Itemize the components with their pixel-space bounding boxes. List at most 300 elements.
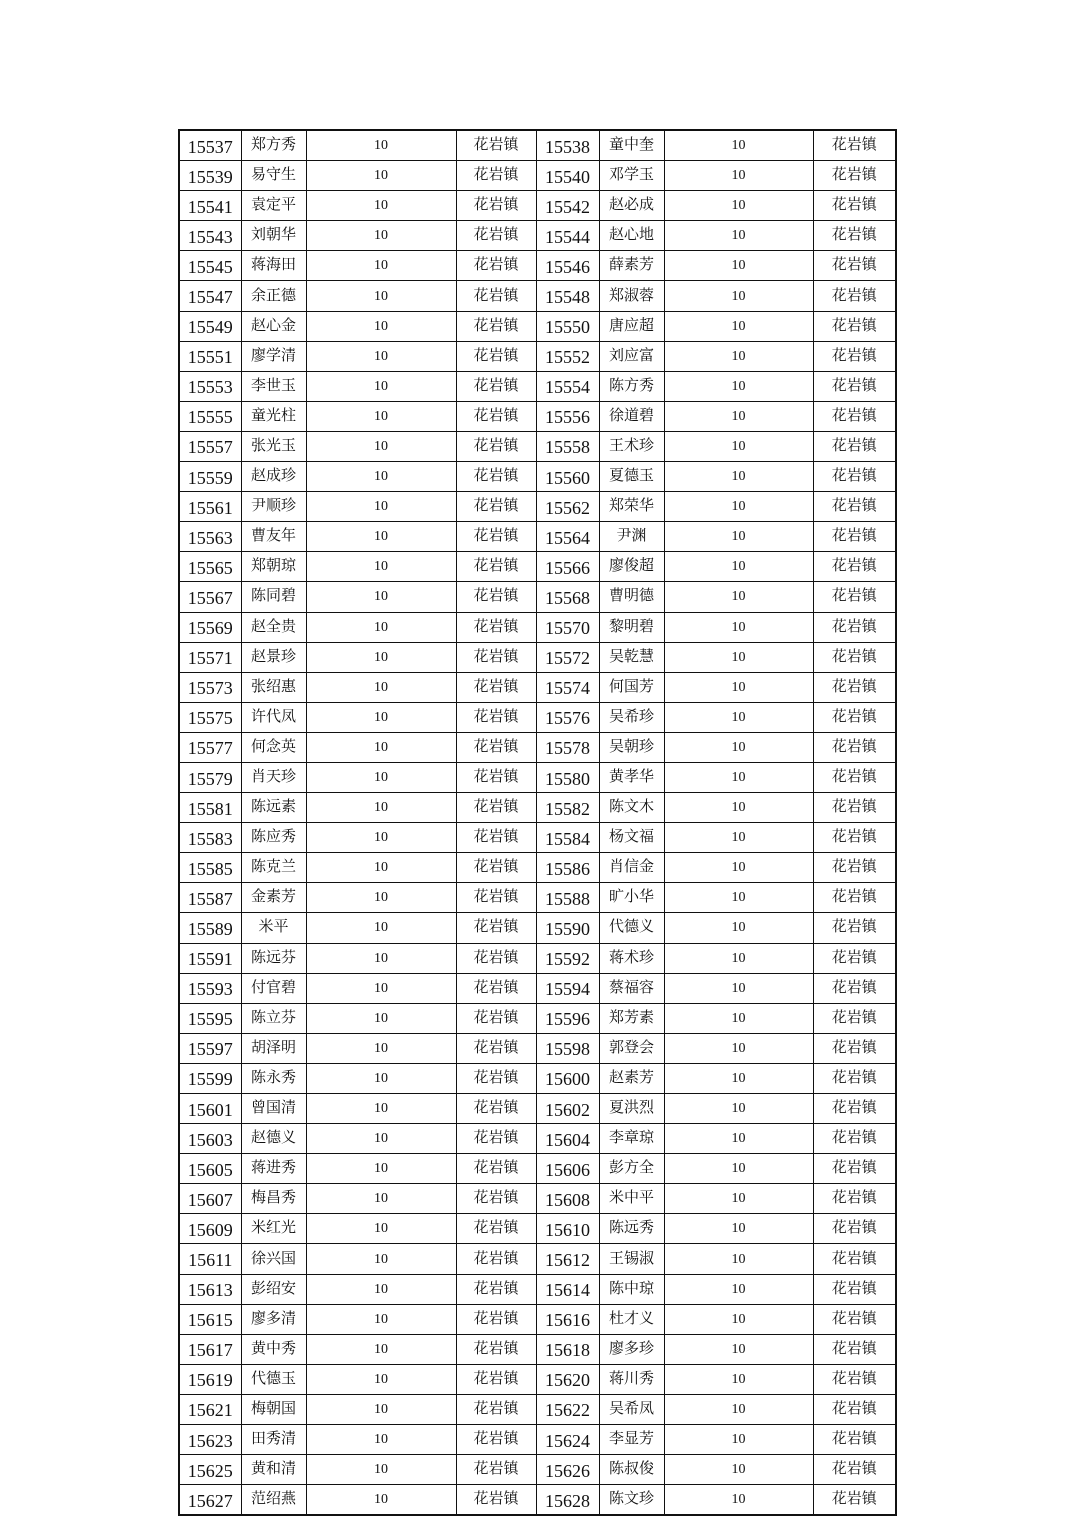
entry-name: 赵全贵 xyxy=(241,612,306,642)
entry-amount: 10 xyxy=(306,612,456,642)
entry-name: 赵成珍 xyxy=(241,462,306,492)
table-row xyxy=(179,883,896,913)
entry-town: 花岩镇 xyxy=(456,582,536,612)
entry-id: 15550 xyxy=(536,311,599,341)
entry-amount: 10 xyxy=(664,1455,813,1485)
entry-amount: 10 xyxy=(306,883,456,913)
entry-name: 吴乾慧 xyxy=(599,642,664,672)
table-row xyxy=(179,1184,896,1214)
table-row xyxy=(179,552,896,582)
entry-amount: 10 xyxy=(664,1033,813,1063)
entry-id: 15540 xyxy=(536,161,599,191)
entry-amount: 10 xyxy=(664,431,813,461)
entry-amount: 10 xyxy=(306,1334,456,1364)
entry-name: 陈立芬 xyxy=(241,1003,306,1033)
entry-town: 花岩镇 xyxy=(456,1394,536,1424)
entry-id: 15590 xyxy=(536,913,599,943)
subsidy-list-table xyxy=(178,129,897,1516)
table-row xyxy=(179,1394,896,1424)
entry-town: 花岩镇 xyxy=(813,762,896,792)
entry-town: 花岩镇 xyxy=(456,161,536,191)
entry-amount: 10 xyxy=(664,492,813,522)
entry-town: 花岩镇 xyxy=(456,1485,536,1516)
entry-amount: 10 xyxy=(306,1274,456,1304)
entry-id: 15612 xyxy=(536,1244,599,1274)
entry-id: 15552 xyxy=(536,341,599,371)
entry-id: 15628 xyxy=(536,1485,599,1516)
entry-town: 花岩镇 xyxy=(456,1184,536,1214)
entry-id: 15564 xyxy=(536,522,599,552)
entry-name: 彭绍安 xyxy=(241,1274,306,1304)
entry-amount: 10 xyxy=(664,973,813,1003)
entry-name: 易守生 xyxy=(241,161,306,191)
entry-name: 廖多清 xyxy=(241,1304,306,1334)
table-row xyxy=(179,642,896,672)
entry-town: 花岩镇 xyxy=(813,973,896,1003)
entry-town: 花岩镇 xyxy=(456,1455,536,1485)
entry-town: 花岩镇 xyxy=(813,1485,896,1516)
entry-name: 陈中琼 xyxy=(599,1274,664,1304)
table-row xyxy=(179,431,896,461)
entry-amount: 10 xyxy=(306,311,456,341)
entry-name: 李世玉 xyxy=(241,371,306,401)
entry-amount: 10 xyxy=(306,1033,456,1063)
entry-id: 15617 xyxy=(179,1334,241,1364)
entry-name: 范绍燕 xyxy=(241,1485,306,1516)
table-body xyxy=(179,130,896,1515)
entry-town: 花岩镇 xyxy=(456,883,536,913)
entry-name: 李显芳 xyxy=(599,1425,664,1455)
entry-name: 蔡福容 xyxy=(599,973,664,1003)
entry-amount: 10 xyxy=(664,762,813,792)
entry-amount: 10 xyxy=(306,161,456,191)
entry-name: 黄孝华 xyxy=(599,762,664,792)
entry-amount: 10 xyxy=(306,1124,456,1154)
entry-name: 蒋海田 xyxy=(241,251,306,281)
entry-town: 花岩镇 xyxy=(456,973,536,1003)
entry-name: 赵景珍 xyxy=(241,642,306,672)
entry-amount: 10 xyxy=(664,732,813,762)
entry-id: 15544 xyxy=(536,221,599,251)
entry-town: 花岩镇 xyxy=(456,1033,536,1063)
entry-town: 花岩镇 xyxy=(813,913,896,943)
entry-amount: 10 xyxy=(664,1124,813,1154)
entry-name: 肖信金 xyxy=(599,853,664,883)
entry-name: 陈同碧 xyxy=(241,582,306,612)
entry-id: 15566 xyxy=(536,552,599,582)
entry-town: 花岩镇 xyxy=(456,1094,536,1124)
entry-town: 花岩镇 xyxy=(813,1124,896,1154)
entry-town: 花岩镇 xyxy=(456,1063,536,1093)
entry-name: 陈应秀 xyxy=(241,823,306,853)
entry-id: 15603 xyxy=(179,1124,241,1154)
entry-town: 花岩镇 xyxy=(456,492,536,522)
entry-id: 15559 xyxy=(179,462,241,492)
entry-id: 15553 xyxy=(179,371,241,401)
entry-name: 夏洪烈 xyxy=(599,1094,664,1124)
entry-id: 15563 xyxy=(179,522,241,552)
table-row xyxy=(179,221,896,251)
entry-amount: 10 xyxy=(306,672,456,702)
entry-name: 蒋进秀 xyxy=(241,1154,306,1184)
entry-id: 15561 xyxy=(179,492,241,522)
entry-town: 花岩镇 xyxy=(813,1154,896,1184)
entry-amount: 10 xyxy=(306,371,456,401)
entry-id: 15606 xyxy=(536,1154,599,1184)
entry-id: 15584 xyxy=(536,823,599,853)
table-row xyxy=(179,1003,896,1033)
entry-amount: 10 xyxy=(664,1244,813,1274)
entry-name: 尹渊 xyxy=(599,522,664,552)
entry-amount: 10 xyxy=(664,1364,813,1394)
entry-id: 15578 xyxy=(536,732,599,762)
entry-town: 花岩镇 xyxy=(456,552,536,582)
entry-town: 花岩镇 xyxy=(456,462,536,492)
entry-amount: 10 xyxy=(664,1394,813,1424)
entry-name: 吴希凤 xyxy=(599,1394,664,1424)
entry-amount: 10 xyxy=(664,1003,813,1033)
entry-id: 15601 xyxy=(179,1094,241,1124)
entry-town: 花岩镇 xyxy=(813,1063,896,1093)
entry-amount: 10 xyxy=(664,642,813,672)
table-row xyxy=(179,191,896,221)
entry-amount: 10 xyxy=(306,1455,456,1485)
entry-town: 花岩镇 xyxy=(456,853,536,883)
entry-id: 15608 xyxy=(536,1184,599,1214)
entry-name: 薛素芳 xyxy=(599,251,664,281)
table-row xyxy=(179,1425,896,1455)
entry-name: 肖天珍 xyxy=(241,762,306,792)
table-row xyxy=(179,251,896,281)
entry-town: 花岩镇 xyxy=(456,311,536,341)
entry-town: 花岩镇 xyxy=(456,1244,536,1274)
entry-id: 15611 xyxy=(179,1244,241,1274)
entry-name: 赵素芳 xyxy=(599,1063,664,1093)
entry-name: 唐应超 xyxy=(599,311,664,341)
entry-amount: 10 xyxy=(664,311,813,341)
table-row xyxy=(179,1033,896,1063)
entry-id: 15581 xyxy=(179,793,241,823)
entry-name: 陈文珍 xyxy=(599,1485,664,1516)
entry-town: 花岩镇 xyxy=(456,191,536,221)
entry-town: 花岩镇 xyxy=(813,462,896,492)
entry-amount: 10 xyxy=(306,341,456,371)
entry-town: 花岩镇 xyxy=(813,1364,896,1394)
entry-id: 15610 xyxy=(536,1214,599,1244)
entry-name: 黄和清 xyxy=(241,1455,306,1485)
entry-id: 15589 xyxy=(179,913,241,943)
entry-amount: 10 xyxy=(306,191,456,221)
entry-id: 15598 xyxy=(536,1033,599,1063)
entry-amount: 10 xyxy=(664,853,813,883)
entry-name: 梅朝国 xyxy=(241,1394,306,1424)
entry-amount: 10 xyxy=(664,191,813,221)
entry-name: 刘朝华 xyxy=(241,221,306,251)
entry-town: 花岩镇 xyxy=(813,371,896,401)
entry-name: 赵心金 xyxy=(241,311,306,341)
entry-town: 花岩镇 xyxy=(456,431,536,461)
entry-amount: 10 xyxy=(664,161,813,191)
table-row xyxy=(179,161,896,191)
entry-id: 15574 xyxy=(536,672,599,702)
entry-name: 梅昌秀 xyxy=(241,1184,306,1214)
entry-town: 花岩镇 xyxy=(456,281,536,311)
entry-id: 15600 xyxy=(536,1063,599,1093)
entry-amount: 10 xyxy=(306,1214,456,1244)
entry-name: 代德义 xyxy=(599,913,664,943)
entry-name: 郑荣华 xyxy=(599,492,664,522)
entry-amount: 10 xyxy=(664,943,813,973)
table-row xyxy=(179,1485,896,1516)
entry-name: 旷小华 xyxy=(599,883,664,913)
entry-amount: 10 xyxy=(306,1003,456,1033)
entry-amount: 10 xyxy=(664,672,813,702)
entry-id: 15549 xyxy=(179,311,241,341)
entry-amount: 10 xyxy=(664,1334,813,1364)
table-row xyxy=(179,401,896,431)
entry-id: 15605 xyxy=(179,1154,241,1184)
entry-name: 陈叔俊 xyxy=(599,1455,664,1485)
entry-name: 王术珍 xyxy=(599,431,664,461)
entry-amount: 10 xyxy=(306,642,456,672)
entry-id: 15560 xyxy=(536,462,599,492)
table-row xyxy=(179,1244,896,1274)
entry-name: 付官碧 xyxy=(241,973,306,1003)
entry-amount: 10 xyxy=(306,702,456,732)
entry-id: 15609 xyxy=(179,1214,241,1244)
table-row xyxy=(179,973,896,1003)
entry-amount: 10 xyxy=(664,612,813,642)
entry-name: 田秀清 xyxy=(241,1425,306,1455)
entry-amount: 10 xyxy=(664,1184,813,1214)
entry-town: 花岩镇 xyxy=(813,732,896,762)
entry-id: 15545 xyxy=(179,251,241,281)
entry-town: 花岩镇 xyxy=(813,191,896,221)
entry-town: 花岩镇 xyxy=(456,823,536,853)
entry-amount: 10 xyxy=(306,1154,456,1184)
entry-id: 15558 xyxy=(536,431,599,461)
entry-id: 15586 xyxy=(536,853,599,883)
table-row xyxy=(179,522,896,552)
entry-town: 花岩镇 xyxy=(456,793,536,823)
table-row xyxy=(179,1274,896,1304)
entry-amount: 10 xyxy=(306,1485,456,1516)
entry-id: 15571 xyxy=(179,642,241,672)
entry-id: 15575 xyxy=(179,702,241,732)
entry-name: 郑淑蓉 xyxy=(599,281,664,311)
entry-town: 花岩镇 xyxy=(813,702,896,732)
entry-amount: 10 xyxy=(306,582,456,612)
entry-amount: 10 xyxy=(664,1304,813,1334)
entry-town: 花岩镇 xyxy=(456,221,536,251)
entry-amount: 10 xyxy=(664,1214,813,1244)
entry-name: 廖俊超 xyxy=(599,552,664,582)
entry-id: 15576 xyxy=(536,702,599,732)
entry-id: 15619 xyxy=(179,1364,241,1394)
entry-amount: 10 xyxy=(306,552,456,582)
entry-amount: 10 xyxy=(306,762,456,792)
entry-name: 袁定平 xyxy=(241,191,306,221)
table-row xyxy=(179,913,896,943)
entry-id: 15591 xyxy=(179,943,241,973)
entry-town: 花岩镇 xyxy=(813,522,896,552)
entry-town: 花岩镇 xyxy=(813,1033,896,1063)
entry-name: 廖学清 xyxy=(241,341,306,371)
entry-town: 花岩镇 xyxy=(813,1425,896,1455)
entry-name: 余正德 xyxy=(241,281,306,311)
table-row xyxy=(179,341,896,371)
entry-town: 花岩镇 xyxy=(456,1003,536,1033)
entry-id: 15593 xyxy=(179,973,241,1003)
entry-id: 15579 xyxy=(179,762,241,792)
entry-name: 郑朝琼 xyxy=(241,552,306,582)
table-row xyxy=(179,582,896,612)
entry-town: 花岩镇 xyxy=(813,1214,896,1244)
table-row xyxy=(179,1063,896,1093)
entry-town: 花岩镇 xyxy=(456,702,536,732)
entry-town: 花岩镇 xyxy=(456,1425,536,1455)
entry-id: 15580 xyxy=(536,762,599,792)
entry-town: 花岩镇 xyxy=(813,401,896,431)
entry-name: 邓学玉 xyxy=(599,161,664,191)
entry-amount: 10 xyxy=(306,1184,456,1214)
entry-name: 许代凤 xyxy=(241,702,306,732)
entry-name: 童中奎 xyxy=(599,130,664,161)
entry-id: 15583 xyxy=(179,823,241,853)
entry-id: 15562 xyxy=(536,492,599,522)
entry-town: 花岩镇 xyxy=(813,823,896,853)
entry-name: 赵心地 xyxy=(599,221,664,251)
entry-town: 花岩镇 xyxy=(813,1455,896,1485)
entry-name: 曾国清 xyxy=(241,1094,306,1124)
entry-id: 15623 xyxy=(179,1425,241,1455)
entry-town: 花岩镇 xyxy=(813,341,896,371)
entry-town: 花岩镇 xyxy=(813,281,896,311)
entry-amount: 10 xyxy=(664,1094,813,1124)
entry-amount: 10 xyxy=(664,130,813,161)
entry-id: 15592 xyxy=(536,943,599,973)
entry-name: 吴朝珍 xyxy=(599,732,664,762)
entry-amount: 10 xyxy=(664,913,813,943)
entry-id: 15594 xyxy=(536,973,599,1003)
entry-id: 15621 xyxy=(179,1394,241,1424)
entry-amount: 10 xyxy=(664,883,813,913)
table-row xyxy=(179,762,896,792)
entry-town: 花岩镇 xyxy=(813,221,896,251)
entry-name: 张光玉 xyxy=(241,431,306,461)
entry-id: 15556 xyxy=(536,401,599,431)
table-row xyxy=(179,853,896,883)
entry-id: 15542 xyxy=(536,191,599,221)
table-row xyxy=(179,1124,896,1154)
entry-name: 代德玉 xyxy=(241,1364,306,1394)
entry-town: 花岩镇 xyxy=(456,1124,536,1154)
entry-town: 花岩镇 xyxy=(813,672,896,702)
entry-town: 花岩镇 xyxy=(456,1364,536,1394)
entry-town: 花岩镇 xyxy=(813,1184,896,1214)
entry-town: 花岩镇 xyxy=(813,1003,896,1033)
table-row xyxy=(179,1455,896,1485)
entry-id: 15615 xyxy=(179,1304,241,1334)
entry-name: 郑芳素 xyxy=(599,1003,664,1033)
entry-name: 李章琼 xyxy=(599,1124,664,1154)
entry-amount: 10 xyxy=(664,281,813,311)
table-row xyxy=(179,311,896,341)
entry-name: 王锡淑 xyxy=(599,1244,664,1274)
entry-name: 尹顺珍 xyxy=(241,492,306,522)
entry-town: 花岩镇 xyxy=(813,492,896,522)
entry-amount: 10 xyxy=(664,341,813,371)
entry-id: 15572 xyxy=(536,642,599,672)
entry-amount: 10 xyxy=(664,793,813,823)
entry-name: 郭登会 xyxy=(599,1033,664,1063)
entry-town: 花岩镇 xyxy=(813,130,896,161)
entry-name: 廖多珍 xyxy=(599,1334,664,1364)
table-row xyxy=(179,1304,896,1334)
entry-amount: 10 xyxy=(306,251,456,281)
entry-name: 童光柱 xyxy=(241,401,306,431)
entry-town: 花岩镇 xyxy=(456,732,536,762)
entry-name: 陈方秀 xyxy=(599,371,664,401)
entry-town: 花岩镇 xyxy=(456,1304,536,1334)
entry-name: 陈远素 xyxy=(241,793,306,823)
entry-id: 15595 xyxy=(179,1003,241,1033)
entry-name: 赵必成 xyxy=(599,191,664,221)
entry-amount: 10 xyxy=(664,1425,813,1455)
table-row xyxy=(179,1334,896,1364)
entry-town: 花岩镇 xyxy=(813,853,896,883)
entry-id: 15616 xyxy=(536,1304,599,1334)
entry-amount: 10 xyxy=(664,221,813,251)
entry-town: 花岩镇 xyxy=(813,161,896,191)
entry-id: 15613 xyxy=(179,1274,241,1304)
entry-amount: 10 xyxy=(306,221,456,251)
entry-id: 15587 xyxy=(179,883,241,913)
entry-name: 刘应富 xyxy=(599,341,664,371)
entry-name: 米红光 xyxy=(241,1214,306,1244)
entry-name: 杜才义 xyxy=(599,1304,664,1334)
table-row xyxy=(179,672,896,702)
entry-amount: 10 xyxy=(306,1304,456,1334)
entry-town: 花岩镇 xyxy=(813,1274,896,1304)
entry-town: 花岩镇 xyxy=(813,1394,896,1424)
entry-id: 15541 xyxy=(179,191,241,221)
entry-town: 花岩镇 xyxy=(456,251,536,281)
entry-amount: 10 xyxy=(306,281,456,311)
entry-name: 彭方全 xyxy=(599,1154,664,1184)
table-row xyxy=(179,281,896,311)
entry-amount: 10 xyxy=(306,732,456,762)
entry-town: 花岩镇 xyxy=(813,1304,896,1334)
entry-id: 15548 xyxy=(536,281,599,311)
entry-amount: 10 xyxy=(664,823,813,853)
entry-name: 陈永秀 xyxy=(241,1063,306,1093)
entry-name: 陈远秀 xyxy=(599,1214,664,1244)
entry-amount: 10 xyxy=(664,552,813,582)
entry-town: 花岩镇 xyxy=(456,762,536,792)
entry-id: 15625 xyxy=(179,1455,241,1485)
entry-amount: 10 xyxy=(664,251,813,281)
entry-amount: 10 xyxy=(306,1425,456,1455)
entry-id: 15614 xyxy=(536,1274,599,1304)
table-row xyxy=(179,1094,896,1124)
entry-town: 花岩镇 xyxy=(813,582,896,612)
entry-amount: 10 xyxy=(306,522,456,552)
entry-town: 花岩镇 xyxy=(813,883,896,913)
table-row xyxy=(179,732,896,762)
entry-id: 15622 xyxy=(536,1394,599,1424)
entry-amount: 10 xyxy=(664,1154,813,1184)
